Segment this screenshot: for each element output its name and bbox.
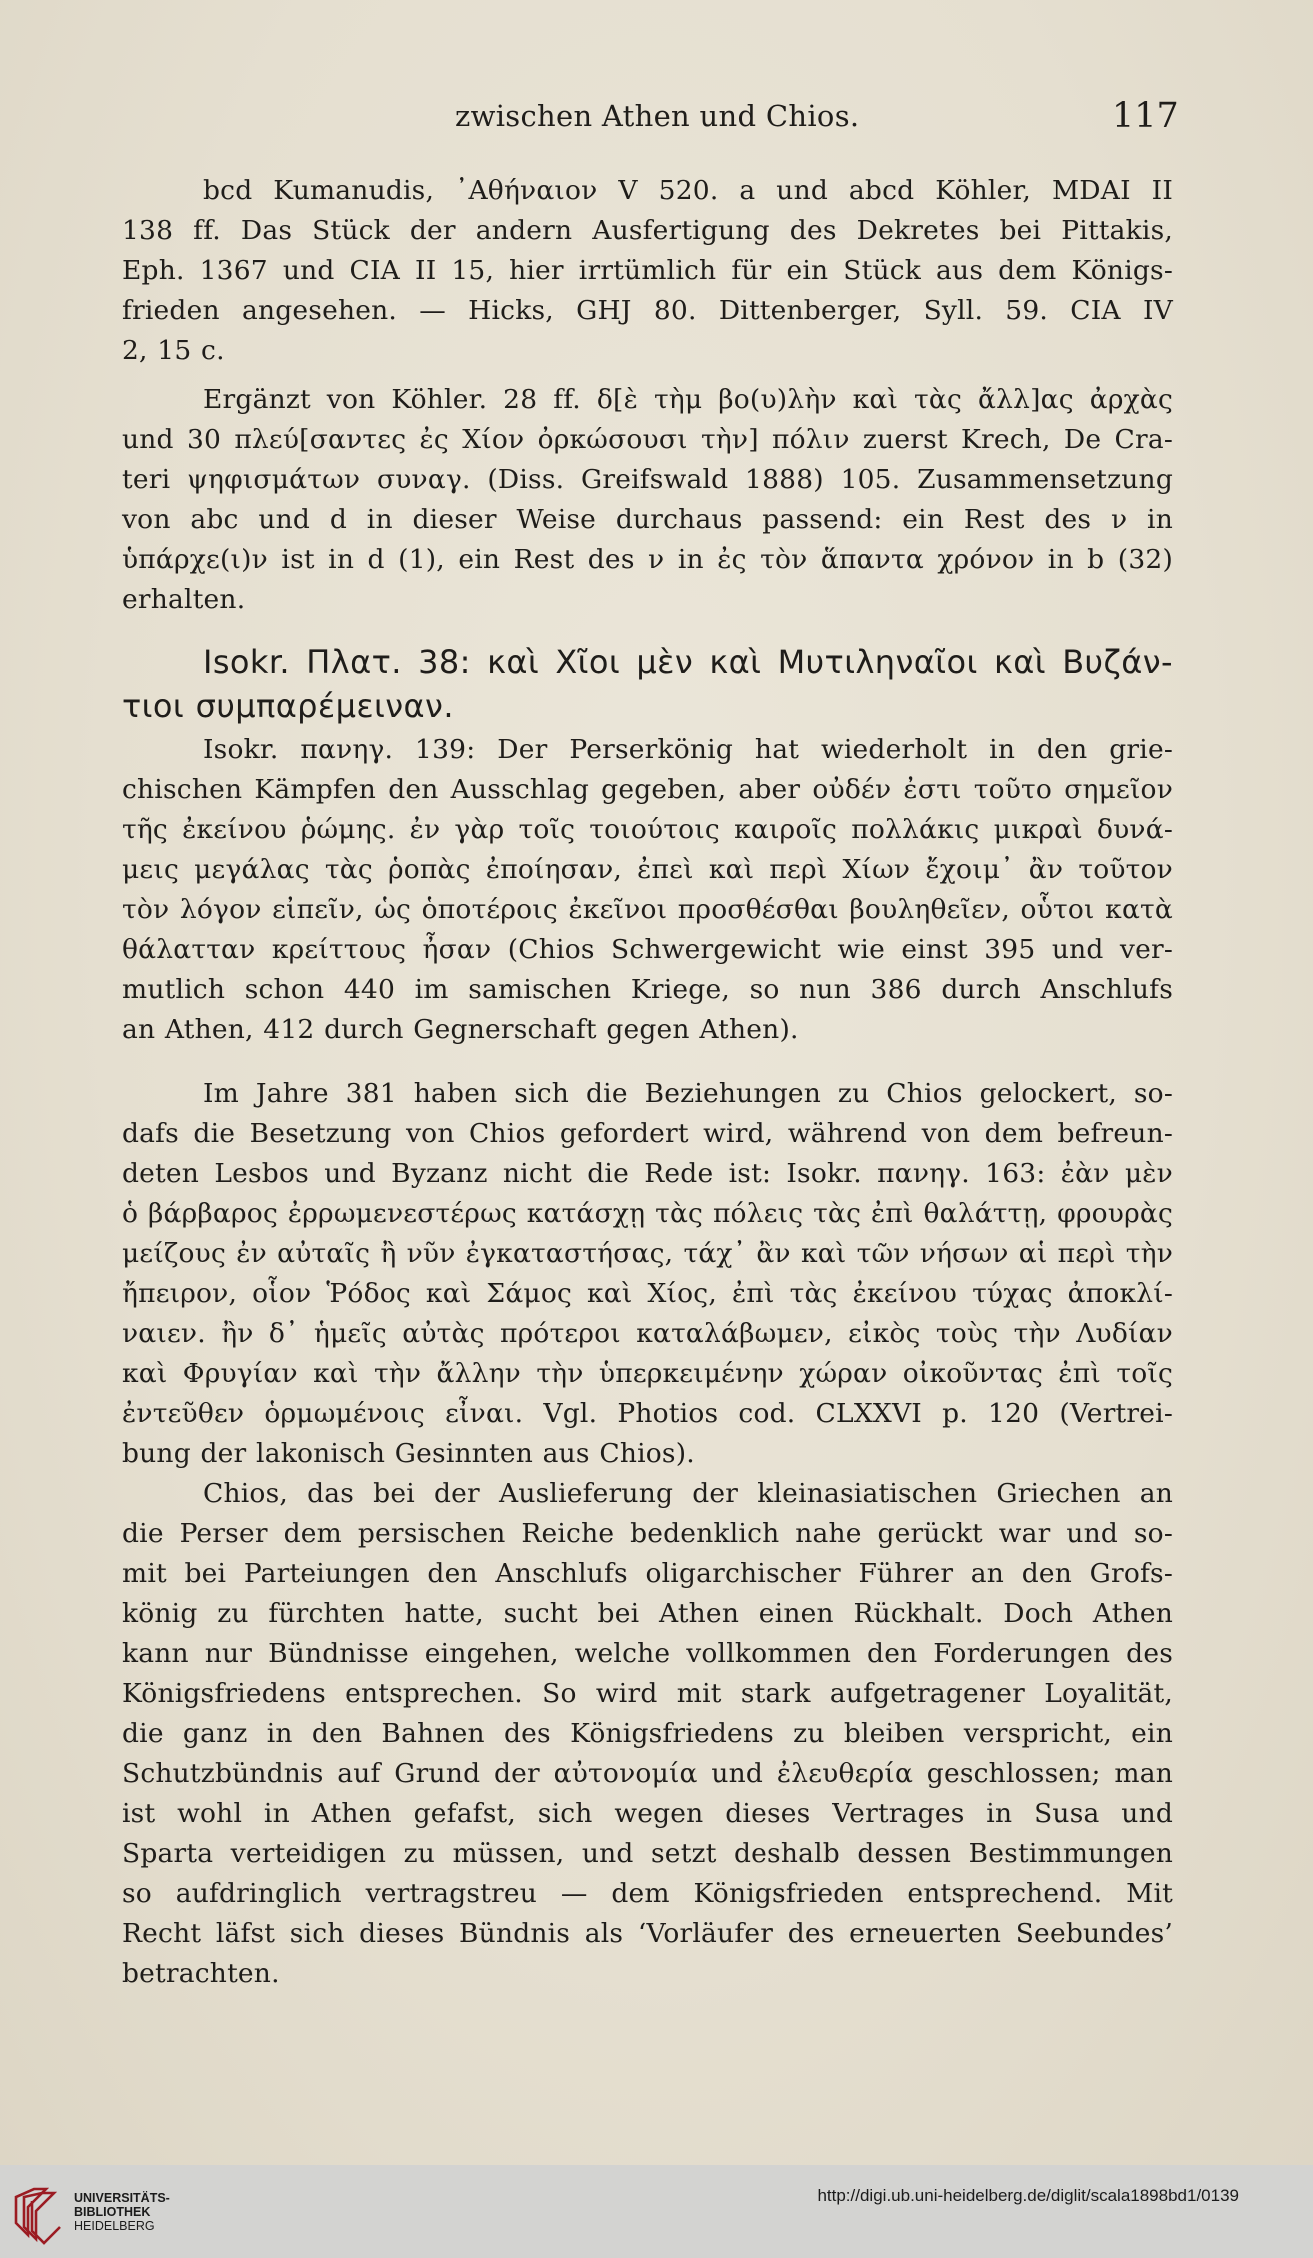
- paragraph-erganzt: [122, 380, 1173, 620]
- text-line: Im Jahre 381 haben sich die Beziehungen zu Chios gelockert, so-: [203, 1078, 1173, 1109]
- text-line: θάλατταν κρείττους ἦσαν (Chios Schwergewicht wie einst 395 und ver-: [122, 934, 1173, 965]
- section-heading-quote: [122, 640, 1173, 728]
- text-line: und 30 πλεύ[σαντες ἐς Χίον ὀρκώσουσι τὴν] πόλιν zuerst Krech, De Cra-: [122, 424, 1173, 455]
- text-line: Recht läfst sich dieses Bündnis als ‘Vorläufer des erneuerten Seebundes’: [122, 1918, 1173, 1949]
- text-line: dafs die Besetzung von Chios gefordert wird, während von dem befreun-: [122, 1118, 1173, 1149]
- permalink-url[interactable]: http://digi.ub.uni-heidelberg.de/diglit/scala1898bd1/0139: [817, 2186, 1239, 2205]
- text-line: Isokr. πανηγ. 139: Der Perserkönig hat wiederholt in den grie-: [203, 734, 1173, 765]
- text-line: ἐντεῦθεν ὁρμωμένοις εἶναι. Vgl. Photios cod. CLXXVI p. 120 (Vertrei-: [122, 1398, 1173, 1429]
- text-line: ὑπάρχε(ι)ν ist in d (1), ein Rest des ν in ἐς τὸν ἅπαντα χρόνον in b (32): [122, 544, 1173, 575]
- text-line: bcd Kumanudis, ᾿Αθήναιον V 520. a und abcd Köhler, MDAI II: [203, 175, 1173, 206]
- text-line: erhalten.: [122, 584, 246, 615]
- paragraph-isokr-panegyr: [122, 730, 1173, 1050]
- text-line: ὁ βάρβαρος ἐρρωμενεστέρως κατάσχῃ τὰς πόλεις τὰς ἐπὶ θαλάττῃ, φρουρὰς: [122, 1198, 1173, 1229]
- text-line: mit bei Parteiungen den Anschlufs oligarchischer Führer an den Grofs-: [122, 1558, 1173, 1589]
- text-line: μεις μεγάλας τὰς ῥοπὰς ἐποίησαν, ἐπεὶ καὶ περὶ Χίων ἔχοιμ᾽ ἂν τοῦτον: [122, 854, 1173, 885]
- text-line: Chios, das bei der Auslieferung der kleinasiatischen Griechen an: [203, 1478, 1173, 1509]
- heading-line: Isokr. Πλατ. 38: καὶ Χῖοι μὲν καὶ Μυτιληναῖοι καὶ Βυζάν-: [203, 643, 1173, 681]
- text-line: καὶ Φρυγίαν καὶ τὴν ἄλλην τὴν ὑπερκειμένην χώραν οἰκοῦντας ἐπὶ τοῖς: [122, 1358, 1173, 1389]
- text-line: bung der lakonisch Gesinnten aus Chios).: [122, 1438, 695, 1469]
- paragraph-chios: [122, 1474, 1173, 1994]
- heading-line: τιοι συμπαρέμειναν.: [122, 687, 454, 725]
- text-line: Königsfriedens entsprechen. So wird mit stark aufgetragener Loyalität,: [122, 1678, 1173, 1709]
- text-line: frieden angesehen. — Hicks, GHJ 80. Dittenberger, Syll. 59. CIA IV: [122, 295, 1173, 326]
- text-line: Schutzbündnis auf Grund der αὐτονομία und ἐλευθερία geschlossen; man: [122, 1758, 1173, 1789]
- text-line: von abc und d in dieser Weise durchaus passend: ein Rest des ν in: [122, 504, 1173, 535]
- text-line: an Athen, 412 durch Gegnerschaft gegen Athen).: [122, 1014, 799, 1045]
- library-name: [74, 2191, 170, 2233]
- text-line: Ergänzt von Köhler. 28 ff. δ[ὲ τὴμ βο(υ)λὴν καὶ τὰς ἄλλ]ας ἀρχὰς: [203, 384, 1173, 415]
- text-line: die Perser dem persischen Reiche bedenklich nahe gerückt war und so-: [122, 1518, 1173, 1549]
- text-line: teri ψηφισμάτων συναγ. (Diss. Greifswald 1888) 105. Zusammensetzung: [122, 464, 1173, 495]
- text-line: τῆς ἐκείνου ῥώμης. ἐν γὰρ τοῖς τοιούτοις καιροῖς πολλάκις μικραὶ δυνά-: [122, 814, 1173, 845]
- text-line: 2, 15 c.: [122, 335, 225, 366]
- library-name-line: BIBLIOTHEK: [74, 2205, 151, 2219]
- text-line: die ganz in den Bahnen des Königsfriedens zu bleiben verspricht, ein: [122, 1718, 1173, 1749]
- text-line: chischen Kämpfen den Ausschlag gegeben, aber οὐδέν ἐστι τοῦτο σημεῖον: [122, 774, 1173, 805]
- text-line: ἤπειρον, οἷον Ῥόδος καὶ Σάμος καὶ Χίος, ἐπὶ τὰς ἐκείνου τύχας ἀποκλί-: [122, 1278, 1173, 1309]
- library-name-line: UNIVERSITÄTS-: [74, 2191, 170, 2205]
- text-line: ναιεν. ἢν δ᾽ ἡμεῖς αὐτὰς πρότεροι καταλάβωμεν, εἰκὸς τοὺς τὴν Λυδίαν: [122, 1318, 1173, 1349]
- text-line: kann nur Bündnisse eingehen, welche vollkommen den Forderungen des: [122, 1638, 1173, 1669]
- text-line: betrachten.: [122, 1958, 280, 1989]
- running-head: zwischen Athen und Chios.: [455, 99, 860, 133]
- text-line: 138 ff. Das Stück der andern Ausfertigung des Dekretes bei Pittakis,: [122, 215, 1173, 246]
- paragraph-im-jahre-381: [122, 1074, 1173, 1474]
- ub-heidelberg-logo-icon: [12, 2183, 64, 2245]
- text-line: Eph. 1367 und CIA II 15, hier irrtümlich für ein Stück aus dem Königs-: [122, 255, 1173, 286]
- text-line: deten Lesbos und Byzanz nicht die Rede ist: Isokr. πανηγ. 163: ἐὰν μὲν: [122, 1158, 1173, 1189]
- text-line: könig zu fürchten hatte, sucht bei Athen einen Rückhalt. Doch Athen: [122, 1598, 1173, 1629]
- text-line: so aufdringlich vertragstreu — dem Königsfrieden entsprechend. Mit: [122, 1878, 1173, 1909]
- text-line: mutlich schon 440 im samischen Kriege, so nun 386 durch Anschlufs: [122, 974, 1173, 1005]
- text-line: τὸν λόγον εἰπεῖν, ὡς ὁποτέροις ἐκεῖνοι προσθέσθαι βουληθεῖεν, οὗτοι κατὰ: [122, 894, 1173, 925]
- library-name-line: HEIDELBERG: [74, 2219, 155, 2233]
- page-number: 117: [1112, 96, 1179, 136]
- text-line: ist wohl in Athen gefafst, sich wegen dieses Vertrages in Susa und: [122, 1798, 1173, 1829]
- text-line: μείζους ἐν αὐταῖς ἢ νῦν ἐγκαταστήσας, τάχ᾽ ἂν καὶ τῶν νήσων αἱ περὶ τὴν: [122, 1238, 1173, 1269]
- library-footer-bar: [0, 2165, 1313, 2258]
- paragraph-sources: [122, 171, 1173, 371]
- text-line: Sparta verteidigen zu müssen, und setzt deshalb dessen Bestimmungen: [122, 1838, 1173, 1869]
